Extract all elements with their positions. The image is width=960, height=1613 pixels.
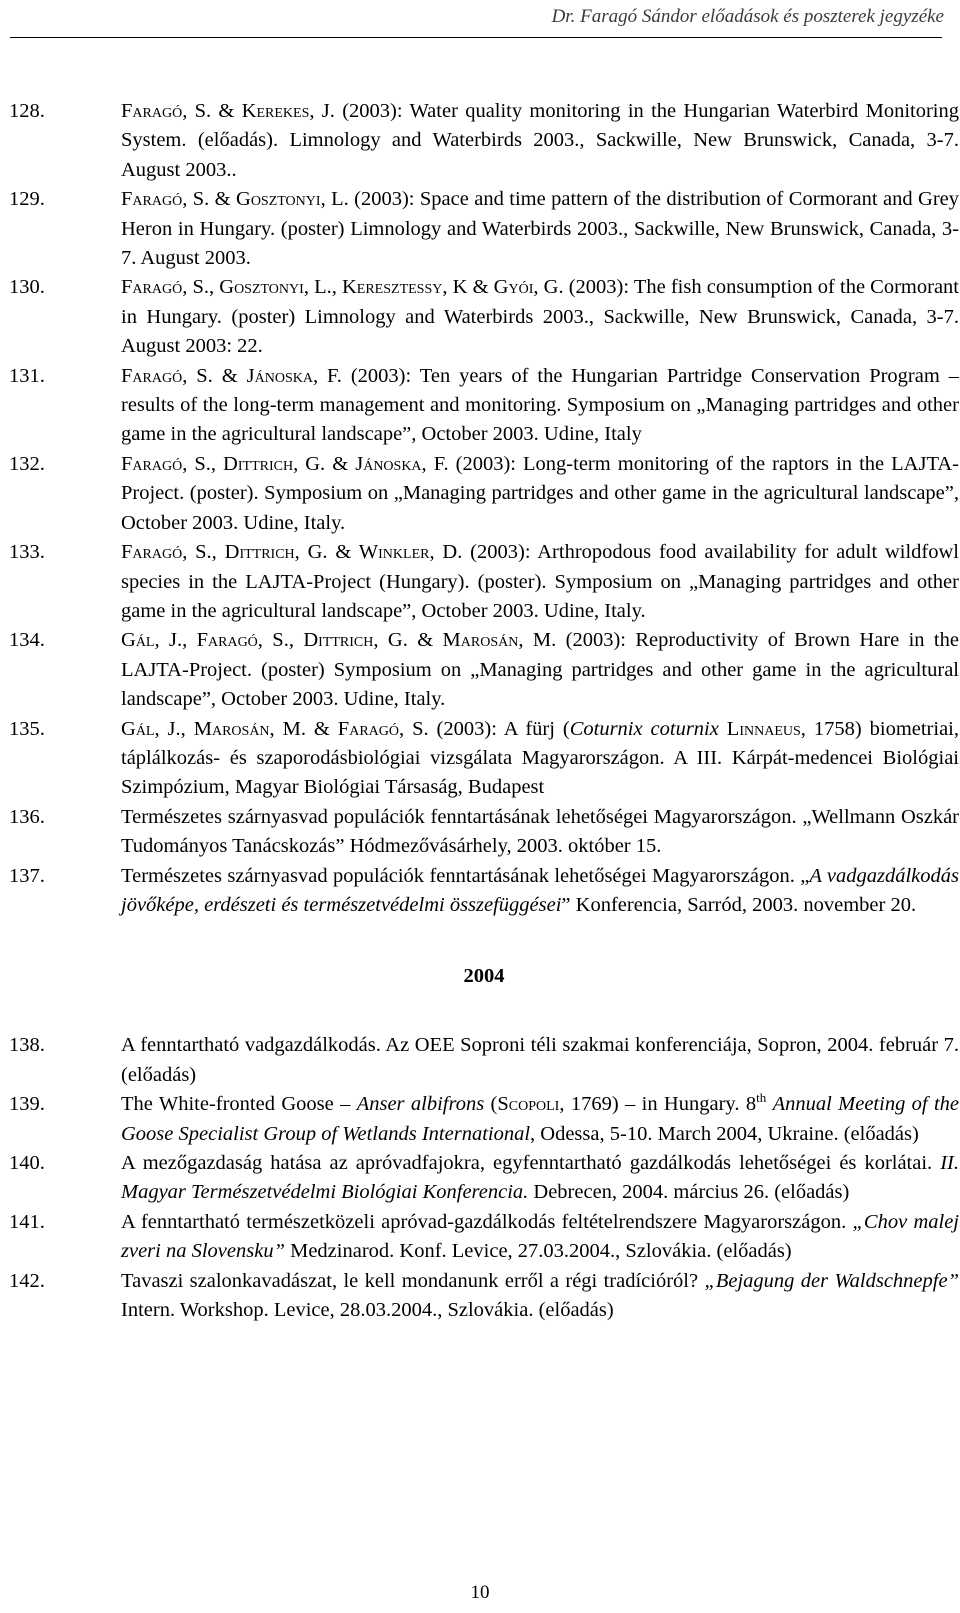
entry-number: 129. <box>9 188 45 211</box>
entry-text: Faragó, S., Dittrich, G. & Jánoska, F. (2003): Long-term monitoring of the raptors in the LAJTA-Project. (poster). Symposium on „Managing partridges and other game in the agricultural landscape”, October 2003. Udine, Italy. <box>121 452 959 534</box>
entry-text: Faragó, S. & Jánoska, F. (2003): Ten years of the Hungarian Partridge Conservation Program – results of the long-term management and monitoring. Symposium on „Managing partridges and other game in the agricultural landscape”, October 2003. Udine, Italy <box>121 364 959 446</box>
publication-list <box>9 97 959 1325</box>
entry-text: Faragó, S., Dittrich, G. & Winkler, D. (2003): Arthropodous food availability for adult wildfowl species in the LAJTA-Project (Hungary). (poster). Symposium on „Managing partridges and other game in the agricultural landscape”, October 2003. Udine, Italy. <box>121 541 959 622</box>
publication-entry <box>9 185 959 273</box>
entry-number: 134. <box>9 629 45 652</box>
entry-number: 142. <box>9 1269 45 1292</box>
entry-number: 135. <box>9 717 45 740</box>
entry-text: A fenntartható természetközeli apróvad-gazdálkodás feltételrendszere Magyarországon. „Chov malej zveri na Slovensku” Medzinarod. Konf. Levice, 27.03.2004., Szlovákia. (előadás) <box>121 1210 959 1263</box>
entry-text: Gál, J., Marosán, M. & Faragó, S. (2003): A fürj (Coturnix coturnix Linnaeus, 1758) biometriai, táplálkozás- és szaporodásbiológiai vizsgálata Magyarországon. A III. Kárpát-medencei Biológiai Szimpózium, Magyar Biológiai Társaság, Budapest <box>121 717 959 799</box>
entry-text: Gál, J., Faragó, S., Dittrich, G. & Marosán, M. (2003): Reproductivity of Brown Hare in the LAJTA-Project. (poster) Symposium on „Managing partridges and other game in the agricultural landscape”, October 2003. Udine, Italy. <box>121 629 959 711</box>
entry-number: 132. <box>9 452 45 475</box>
entry-text: Természetes szárnyasvad populációk fenntartásának lehetőségei Magyarországon. „A vadgazdálkodás jövőképe, erdészeti és természetvédelmi összefüggései” Konferencia, Sarród, 2003. november 20. <box>121 864 959 916</box>
publication-entry <box>9 1208 959 1267</box>
publication-entry <box>9 273 959 361</box>
entry-number: 137. <box>9 864 45 887</box>
entry-number: 141. <box>9 1210 45 1233</box>
entry-number: 136. <box>9 805 45 828</box>
year-heading: 2004 <box>463 965 505 988</box>
entries-2004 <box>9 1031 959 1325</box>
entry-text: Faragó, S., Gosztonyi, L., Keresztessy, K & Gyói, G. (2003): The fish consumption of the Cormorant in Hungary. (poster) Limnology and Waterbirds 2003., Sackwille, New Brunswick, Canada, 3-7. August 2003: 22. <box>121 276 959 358</box>
entry-number: 133. <box>9 541 45 564</box>
entry-number: 128. <box>9 100 45 122</box>
page-number: 10 <box>470 1582 490 1603</box>
publication-entry <box>9 715 959 803</box>
entry-text: Faragó, S. & Gosztonyi, L. (2003): Space and time pattern of the distribution of Cormorant and Grey Heron in Hungary. (poster) Limnology and Waterbirds 2003., Sackwille, New Brunswick, Canada, 3-7. August 2003. <box>121 188 959 270</box>
publication-entry <box>9 862 959 921</box>
publication-entry <box>9 626 959 714</box>
publication-entry <box>9 362 959 450</box>
publication-entry <box>9 1267 959 1326</box>
publication-entry <box>9 450 959 538</box>
entry-text: A mezőgazdaság hatása az apróvadfajokra, egyfenntartható gazdálkodás lehetőségei és korlátai. II. Magyar Természetvédelmi Biológiai Konferencia. Debrecen, 2004. március 26. (előadás) <box>121 1152 959 1204</box>
entry-text: Faragó, S. & Kerekes, J. (2003): Water quality monitoring in the Hungarian Waterbird Monitoring System. (előadás). Limnology and Waterbirds 2003., Sackwille, New Brunswick, Canada, 3-7. August 2003.. <box>121 100 959 181</box>
entry-text: Természetes szárnyasvad populációk fenntartásának lehetőségei Magyarországon. „Wellmann Oszkár Tudományos Tanácskozás” Hódmezővásárhely, 2003. október 15. <box>121 805 959 858</box>
entry-number: 138. <box>9 1034 45 1057</box>
publication-entry <box>9 538 959 626</box>
running-header: Dr. Faragó Sándor előadások és poszterek jegyzéke <box>551 6 944 27</box>
entries-2003 <box>9 97 959 920</box>
entry-number: 140. <box>9 1152 45 1174</box>
publication-entry <box>9 97 959 185</box>
publication-entry <box>9 1090 959 1149</box>
header-rule <box>10 37 942 38</box>
publication-entry <box>9 1149 959 1208</box>
entry-text: A fenntartható vadgazdálkodás. Az OEE Soproni téli szakmai konferenciája, Sopron, 2004. február 7. (előadás) <box>121 1034 959 1086</box>
entry-number: 139. <box>9 1093 45 1116</box>
entry-text: Tavaszi szalonkavadászat, le kell mondanunk erről a régi tradícióról? „Bejagung der Waldschnepfe” Intern. Workshop. Levice, 28.03.2004., Szlovákia. (előadás) <box>121 1269 959 1322</box>
publication-entry <box>9 1031 959 1090</box>
publication-entry <box>9 803 959 862</box>
entry-number: 130. <box>9 276 45 299</box>
entry-text: The White-fronted Goose – Anser albifrons (Scopoli, 1769) – in Hungary. 8th Annual Meeting of the Goose Specialist Group of Wetlands International, Odessa, 5-10. March 2004, Ukraine. (előadás) <box>121 1090 960 1145</box>
entry-number: 131. <box>9 364 45 387</box>
